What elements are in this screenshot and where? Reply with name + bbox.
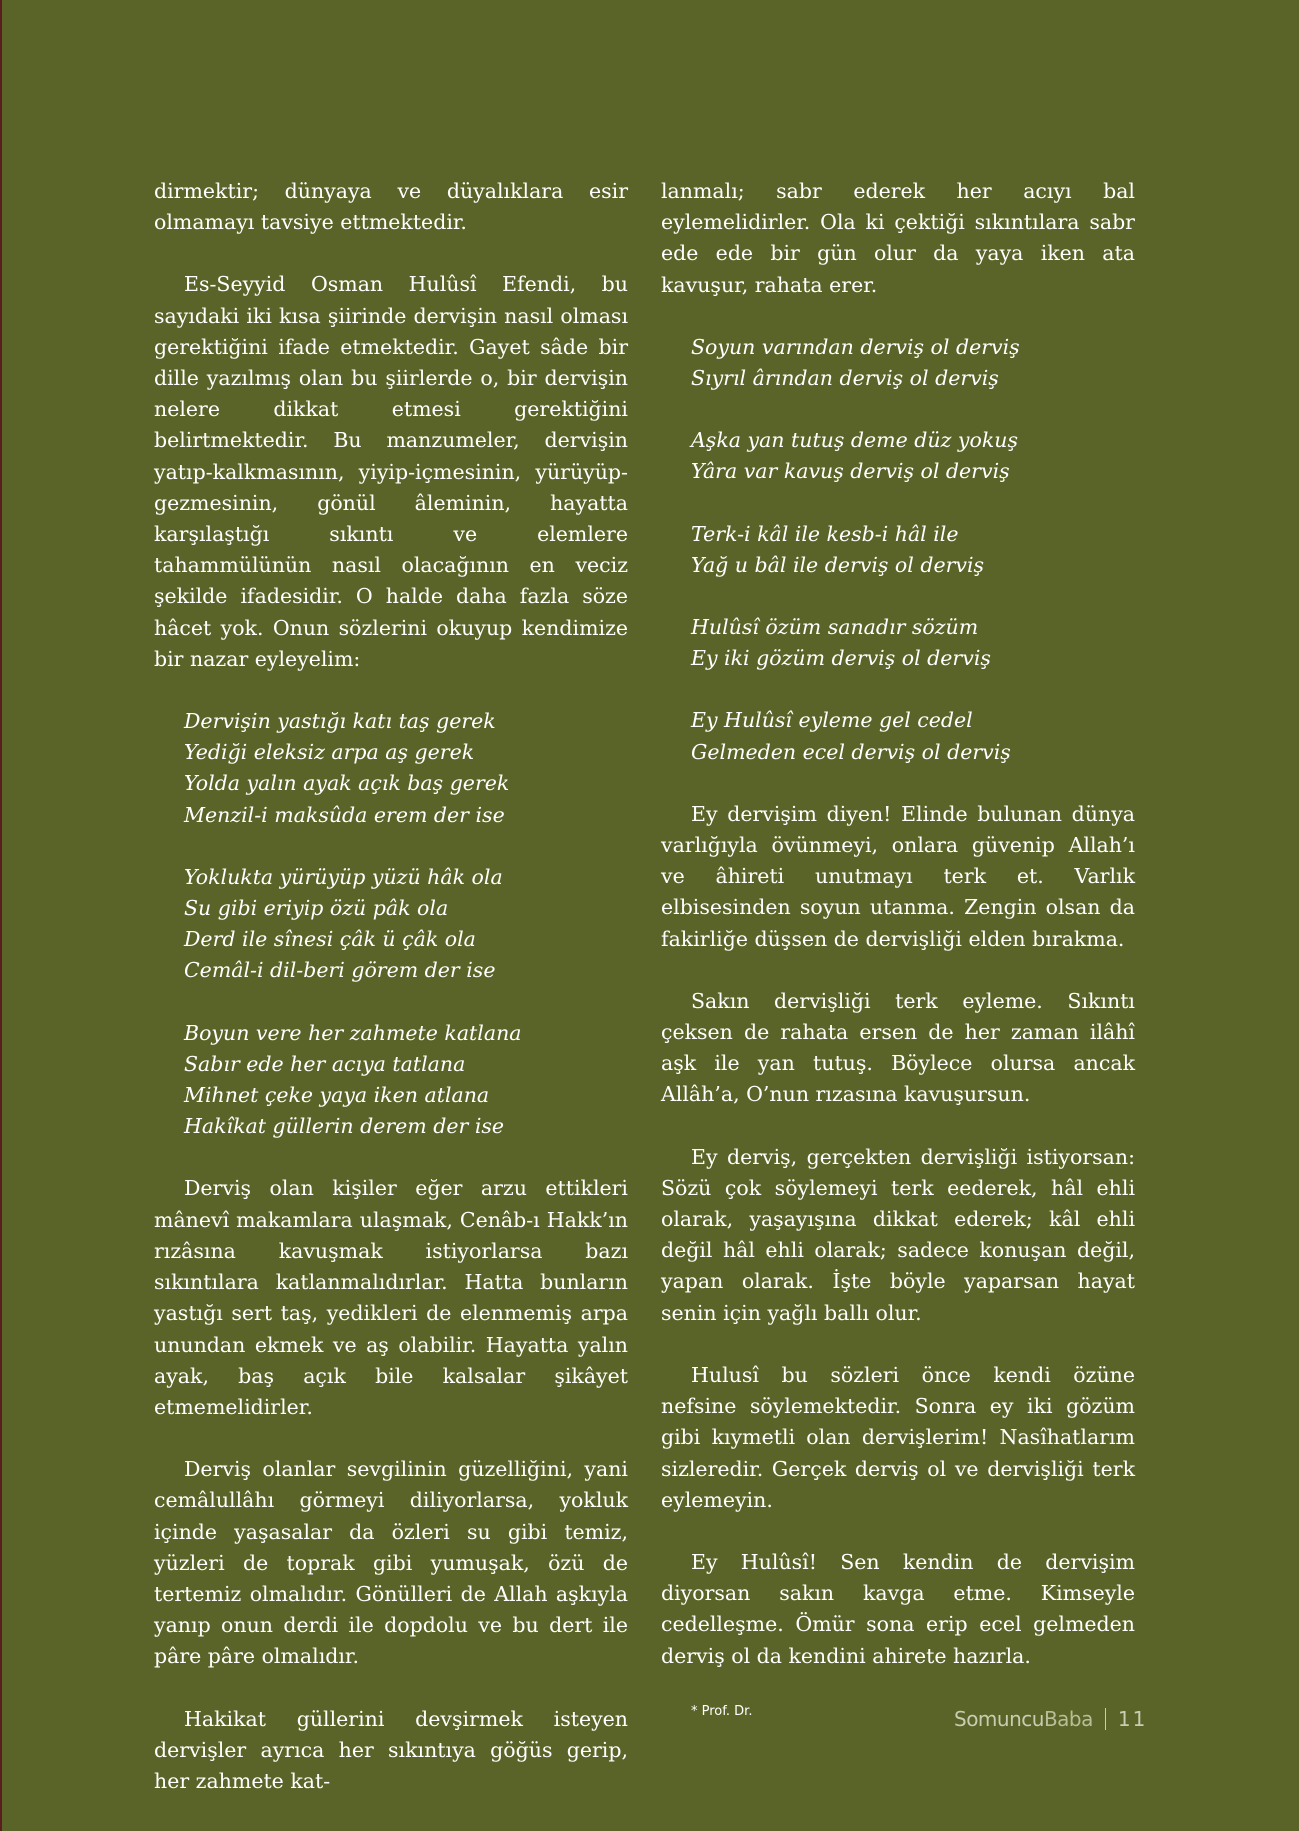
paragraph: Ey Hulûsî! Sen kendin de dervişim diyorsan sakın kavga etme. Kimseyle cedelleşme. Ömür sona erip ecel gelmeden derviş ol da kendini ahirete hazırla. (661, 1549, 1135, 1668)
poem-stanza (184, 1018, 628, 1143)
poem-stanza (691, 332, 1135, 394)
poem-line: Yâra var kavuş derviş ol derviş (691, 459, 1010, 484)
paragraph: Es-Seyyid Osman Hulûsî Efendi, bu sayıdaki iki kısa şiirinde dervişin nasıl olması gerektiğini ifade etmektedir. Gayet sâde bir dille yazılmış olan bu şiirlerde o, bir dervişin nelere dikkat etmesi gerektiğini belirtmektedir. Bu manzumeler, dervişin yatıp-kalkmasının, yiyip-içmesinin, yürüyüp-gezmesinin, gönül âleminin, hayatta karşılaştığı sıkıntı ve elemlere tahammülünün nasıl olacağının en veciz şekilde ifadesidir. O halde daha fazla söze hâcet yok. Onun sözlerini okuyup kendimize bir nazar eyleyelim: (154, 272, 628, 671)
poem-stanza (184, 706, 628, 831)
poem-stanza (691, 705, 1135, 767)
poem-line: Derd ile sînesi çâk ü çâk ola (184, 927, 476, 952)
poem-stanza (184, 862, 628, 987)
page-number: 11 (1117, 1707, 1148, 1731)
poem-stanza (691, 425, 1135, 487)
poem-line: Yoklukta yürüyüp yüzü hâk ola (184, 864, 503, 889)
poem-line: Cemâl-i dil-beri görem der ise (184, 958, 496, 983)
poem-stanza (691, 612, 1135, 674)
poem-line: Soyun varından derviş ol derviş (691, 334, 1020, 359)
poem-line: Gelmeden ecel derviş ol derviş (691, 739, 1011, 764)
paragraph: Derviş olanlar sevgilinin güzelliğini, yani cemâlullâhı görmeyi diliyorlarsa, yokluk içinde yaşasalar da özleri su gibi temiz, yüzleri de toprak gibi yumuşak, özü de tertemiz olmalıdır. Gönülleri de Allah aşkıyla yanıp onun derdi ile dopdolu ve bu dert ile pâre pâre olmalıdır. (154, 1457, 628, 1669)
poem-line: Dervişin yastığı katı taş gerek (184, 709, 496, 734)
poem-line: Terk-i kâl ile kesb-i hâl ile (691, 521, 959, 546)
poem-line: Sıyrıl ârından derviş ol derviş (691, 366, 999, 391)
poem-line: Ey Hulûsî eyleme gel cedel (691, 708, 973, 733)
paragraph: lanmalı; sabr ederek her acıyı bal eylemelidirler. Ola ki çektiği sıkıntılara sabr ede ede bir gün olur da yaya iken ata kavuşur, rahata erer. (661, 179, 1135, 297)
paragraph: Derviş olan kişiler eğer arzu ettikleri mânevî makamlara ulaşmak, Cenâb-ı Hakk’ın rızâsına kavuşmak istiyorlarsa bazı sıkıntılara katlanmalıdırlar. Hatta bunların yastığı sert taş, yedikleri de elenmemiş arpa unundan ekmek ve aş olabilir. Hayatta yalın ayak, baş açık bile kalsalar şikâyet etmemelidirler. (154, 1176, 628, 1419)
poem-stanza (691, 519, 1135, 581)
paragraph: Hakikat güllerini devşirmek isteyen dervişler ayrıca her sıkıntıya göğüs gerip, her zahmete kat- (154, 1706, 628, 1793)
poem-line: Yağ u bâl ile derviş ol derviş (691, 552, 985, 577)
magazine-brand-first: Somuncu (954, 1707, 1044, 1731)
page-footer (954, 1707, 1147, 1731)
poem-line: Hulûsî özüm sanadır sözüm (691, 615, 979, 640)
left-column (154, 176, 628, 1828)
paragraph: Hulusî bu sözleri önce kendi özüne nefsine söylemektedir. Sonra ey iki gözüm gibi kıymetli olan dervişlerim! Nasîhatlarım sizleredir. Gerçek derviş ol ve dervişliği terk eylemeyin. (661, 1362, 1135, 1512)
page-edge-strip (0, 0, 2, 1831)
footnote: * Prof. Dr. (691, 1703, 753, 1719)
magazine-brand-second: Baba (1043, 1707, 1093, 1731)
paragraph: Ey dervişim diyen! Elinde bulunan dünya varlığıyla övünmeyi, onlara güvenip Allah’ı ve âhireti unutmayı terk et. Varlık elbisesinden soyun utanma. Zengin olsan da fakirliğe düşsen de dervişliği elden bırakma. (661, 801, 1135, 951)
poem-line: Yolda yalın ayak açık baş gerek (184, 771, 510, 796)
poem-line: Mihnet çeke yaya iken atlana (184, 1083, 490, 1108)
poem-line: Aşka yan tutuş deme düz yokuş (691, 428, 1018, 453)
paragraph: Sakın dervişliği terk eyleme. Sıkıntı çeksen de rahata ersen de her zaman ilâhî aşk ile yan tutuş. Böylece olursa ancak Allâh’a, O’nun rızasına kavuşursun. (661, 988, 1135, 1107)
poem-line: Menzil-i maksûda erem der ise (184, 802, 505, 827)
paragraph: dirmektir; dünyaya ve düyalıklara esir olmamayı tavsiye ettmektedir. (154, 179, 628, 235)
right-column (661, 176, 1135, 1721)
paragraph: Ey derviş, gerçekten dervişliği istiyorsan: Sözü çok söylemeyi terk eederek, hâl ehli olarak, yaşayışına dikkat ederek; kâl ehli değil hâl ehli olarak; sadece konuşan değil, yapan olarak. İşte böyle yaparsan hayat senin için yağlı ballı olur. (661, 1144, 1135, 1325)
poem-line: Boyun vere her zahmete katlana (184, 1020, 522, 1045)
poem-line: Sabır ede her acıya tatlana (184, 1051, 466, 1076)
poem-line: Hakîkat güllerin derem der ise (184, 1114, 505, 1139)
poem-line: Su gibi eriyip özü pâk ola (184, 896, 449, 921)
footer-divider (1105, 1708, 1106, 1730)
poem-line: Yediği eleksiz arpa aş gerek (184, 740, 475, 765)
poem-line: Ey iki gözüm derviş ol derviş (691, 646, 991, 671)
